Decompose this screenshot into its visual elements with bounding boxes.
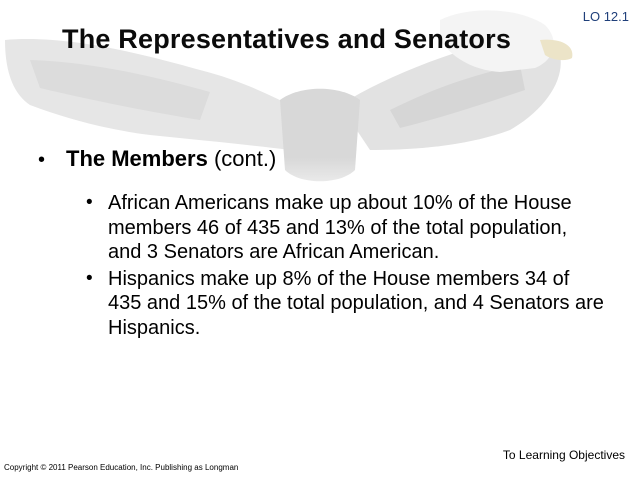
- learning-objective-tag: LO 12.1: [582, 9, 629, 24]
- bullet-dot-icon: •: [38, 149, 46, 171]
- main-bullet-heading: The Members: [66, 146, 208, 171]
- sub-bullet: [84, 191, 604, 265]
- sub-bullet-text: Hispanics make up 8% of the House members 34 of 435 and 15% of the total population, and 4 Senators are Hispanics.: [108, 267, 604, 339]
- bullet-dot-icon: •: [86, 267, 93, 289]
- main-bullet-suffix: (cont.): [207, 146, 277, 171]
- bullet-dot-icon: •: [86, 192, 93, 213]
- slide-title: The Representatives and Senators: [62, 24, 512, 54]
- learning-objectives-link[interactable]: To Learning Objectives: [502, 448, 625, 462]
- main-bullet: [38, 146, 276, 172]
- sub-bullet-text: African Americans make up about 10% of the House members 46 of 435 and 13% of the total population, and 3 Senators are African American.: [108, 192, 572, 263]
- sub-bullet: [84, 267, 604, 341]
- copyright-notice: Copyright © 2011 Pearson Education, Inc. Publishing as Longman: [4, 463, 239, 472]
- sub-bullet-list: [84, 191, 604, 342]
